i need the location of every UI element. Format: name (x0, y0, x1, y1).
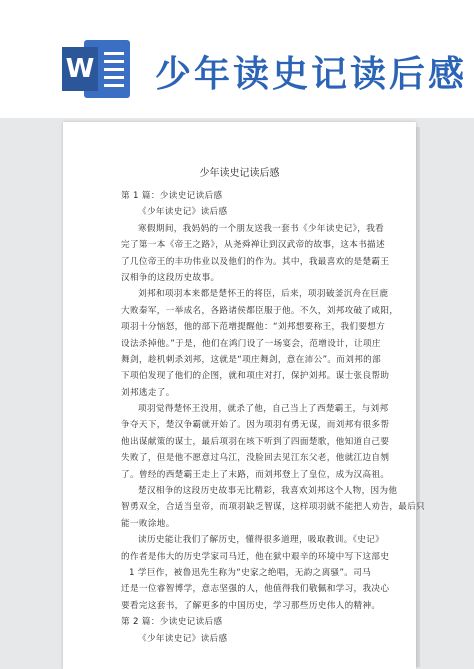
document-line: 寒假期间，我妈妈的一个朋友送我一套书《少年读史记》，我看 (138, 223, 385, 234)
document-line: 《少年读史记》读后感 (138, 207, 228, 218)
document-line: 下项伯发现了他们的企图，就和项庄对打，保护刘邦。谋士张良帮助 (121, 371, 390, 382)
document-line: 了几位帝王的丰功伟业以及他们的作为。其中，我最喜欢的是楚霸王 (121, 256, 390, 267)
document-line: 第 2 篇：少读史记读后感 (121, 617, 223, 628)
document-line: 要看完这套书，了解更多的中国历史，学习那些历史伟人的精神。 (121, 600, 381, 611)
document-line: 迁是一位睿智博学，意志坚强的人，他值得我们敬佩和学习，我决心 (121, 584, 390, 595)
document-line: 了。曾经的西楚霸王走上了末路，而刘邦登上了皇位，成为汉高祖。 (121, 469, 390, 480)
document-line: 读历史能让我们了解历史，懂得很多道理，吸取教训。《史记》 (138, 535, 385, 546)
document-line: 争夺天下，楚汉争霸就开始了。因为项羽有勇无谋，而刘邦有很多帮 (121, 420, 390, 431)
document-line: 楚汉相争的这段历史故事无比精彩，我喜欢刘邦这个人物，因为他 (138, 486, 398, 497)
document-line: 大败秦军，一举成名，各路诸侯都臣服于他。不久，刘邦攻破了咸阳， (121, 305, 399, 316)
document-line: 项羽觉得楚怀王没用，就杀了他，自己当上了西楚霸王，与刘邦 (138, 404, 389, 415)
word-document-icon (62, 40, 132, 98)
header-banner (0, 0, 474, 118)
document-line: 设法杀掉他。”于是，他们在鸿门设了一场宴会，范增设计，让项庄 (121, 338, 381, 349)
banner-title: 少年读史记读后感 (155, 54, 468, 95)
document-line: 智勇双全，合适当皇帝，而项羽缺乏智谋，这样项羽就不能把人劝告，最后只 (121, 502, 426, 513)
document-line: 汉相争的这段历史故事。 (121, 272, 220, 283)
document-line: 的作者是伟大的历史学家司马迁，他在狱中艰辛的环境中写下这部史 (121, 551, 390, 562)
document-page (63, 122, 426, 669)
document-line: 能一败涂地。 (121, 518, 175, 529)
document-body (121, 188, 426, 647)
document-line: 完了第一本《帝王之路》，从尧舜禅让到汉武帝的故事，这本书描述 (121, 240, 386, 251)
document-line: 项羽十分恼怒，他的部下范增提醒他：“刘邦想要称王，我们要想方 (121, 322, 386, 333)
document-line: 《少年读史记》读后感 (138, 633, 228, 644)
document-line: 刘邦逃走了。 (121, 387, 175, 398)
document-line: 失败了，但是他不愿意过乌江，没脸回去见江东父老，他就江边自刎 (121, 453, 390, 464)
document-line: 他出谋献策的谋士，最后项羽在垓下听到了四面楚歌，他知道自己要 (121, 436, 390, 447)
document-line: 1 学巨作，被鲁迅先生称为“史家之绝唱，无韵之离骚”。司马 (129, 567, 372, 578)
word-icon-letter: W (62, 47, 98, 91)
document-title: 少年读史记读后感 (199, 168, 280, 179)
document-line: 第 1 篇：少读史记读后感 (121, 191, 223, 201)
document-line: 舞剑，趁机刺杀刘邦，这就是“项庄舞剑，意在沛公”。而刘邦的部 (121, 354, 382, 365)
document-line: 刘邦和项羽本来都是楚怀王的将臣，后来，项羽破釜沉舟在巨鹿 (138, 289, 389, 300)
